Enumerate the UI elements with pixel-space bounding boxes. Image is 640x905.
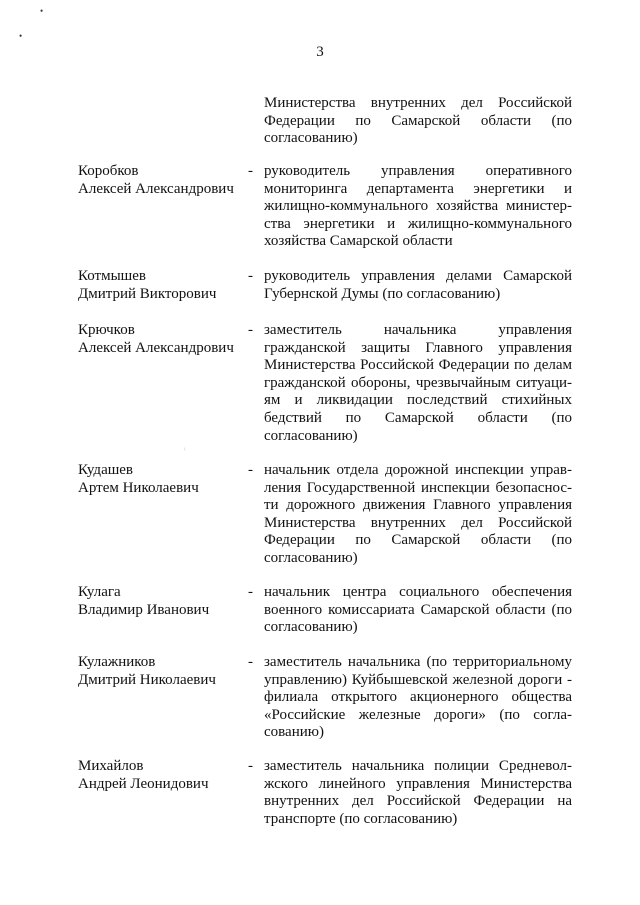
member-given-names: Алексей Александрович <box>78 180 234 197</box>
member-given-names: Артем Николаевич <box>78 479 199 496</box>
scan-speck: \ <box>184 448 186 453</box>
entry-dash: - <box>248 322 253 338</box>
member-position: начальник отдела дорожной инспекции управления Государственной инспекции безопасности дорожного движения Главного управления Министерства внутренних дел Российской Федерации по Самарской области (по согласованию) <box>264 462 572 566</box>
member-surname: Котмышев <box>78 268 146 284</box>
member-position: руководитель управления делами Самарской Губернской Думы (по согласованию) <box>264 268 572 302</box>
entry-dash: - <box>248 163 253 179</box>
member-surname: Кудашев <box>78 462 134 478</box>
member-entry <box>0 163 640 250</box>
member-surname: Крючков <box>78 322 135 338</box>
member-position: заместитель начальника управления гражданской защиты Главного управления Министерства Российской Федерации по делам гражданской обороны, чрезвычайным ситуациям и ликвидации последствий стихийных бедствий по Самарской области (по согласованию) <box>264 322 572 444</box>
member-entry <box>0 584 640 636</box>
member-given-names: Дмитрий Николаевич <box>78 671 216 688</box>
member-surname: Михайлов <box>78 758 144 774</box>
member-name <box>78 268 248 303</box>
scan-speck: • <box>40 6 44 16</box>
member-given-names: Андрей Леонидович <box>78 775 209 792</box>
member-name <box>78 654 248 689</box>
member-surname: Кулажников <box>78 654 156 670</box>
member-name <box>78 584 248 619</box>
member-entry <box>0 268 640 302</box>
entry-dash: - <box>248 758 253 774</box>
member-position: заместитель начальника (по территориальному управлению) Куйбышевской железной дороги - филиала открытого акционерного общества «Российские железные дороги» (по согласованию) <box>264 654 572 741</box>
member-name <box>78 322 248 357</box>
member-position: руководитель управления оперативного мониторинга департамента энергетики и жилищно-коммунального хозяйства министерства энергетики и жилищно-коммунального хозяйства Самарской области <box>264 163 572 250</box>
member-entry <box>0 654 640 741</box>
entry-dash: - <box>248 584 253 600</box>
entry-dash: - <box>248 654 253 670</box>
member-name <box>78 758 248 793</box>
member-entry <box>0 758 640 827</box>
member-entry <box>0 322 640 444</box>
member-name <box>78 163 248 198</box>
member-surname: Кулага <box>78 584 121 600</box>
scan-speck: • <box>19 31 23 41</box>
continued-position-text: Министерства внутренних дел Российской Федерации по Самарской области (по согласованию) <box>264 95 572 147</box>
entry-dash: - <box>248 462 253 478</box>
member-name <box>78 462 248 497</box>
member-entry <box>0 462 640 566</box>
member-given-names: Дмитрий Викторович <box>78 285 217 302</box>
member-position: начальник центра социального обеспечения военного комиссариата Самарской области (по согласованию) <box>264 584 572 636</box>
member-position: заместитель начальника полиции Средневолжского линейного управления Министерства внутренних дел Российской Федерации на транспорте (по согласованию) <box>264 758 572 827</box>
entry-dash: - <box>248 268 253 284</box>
page-number: 3 <box>316 44 324 60</box>
member-surname: Коробков <box>78 163 139 179</box>
member-given-names: Владимир Иванович <box>78 601 210 618</box>
member-given-names: Алексей Александрович <box>78 339 234 356</box>
